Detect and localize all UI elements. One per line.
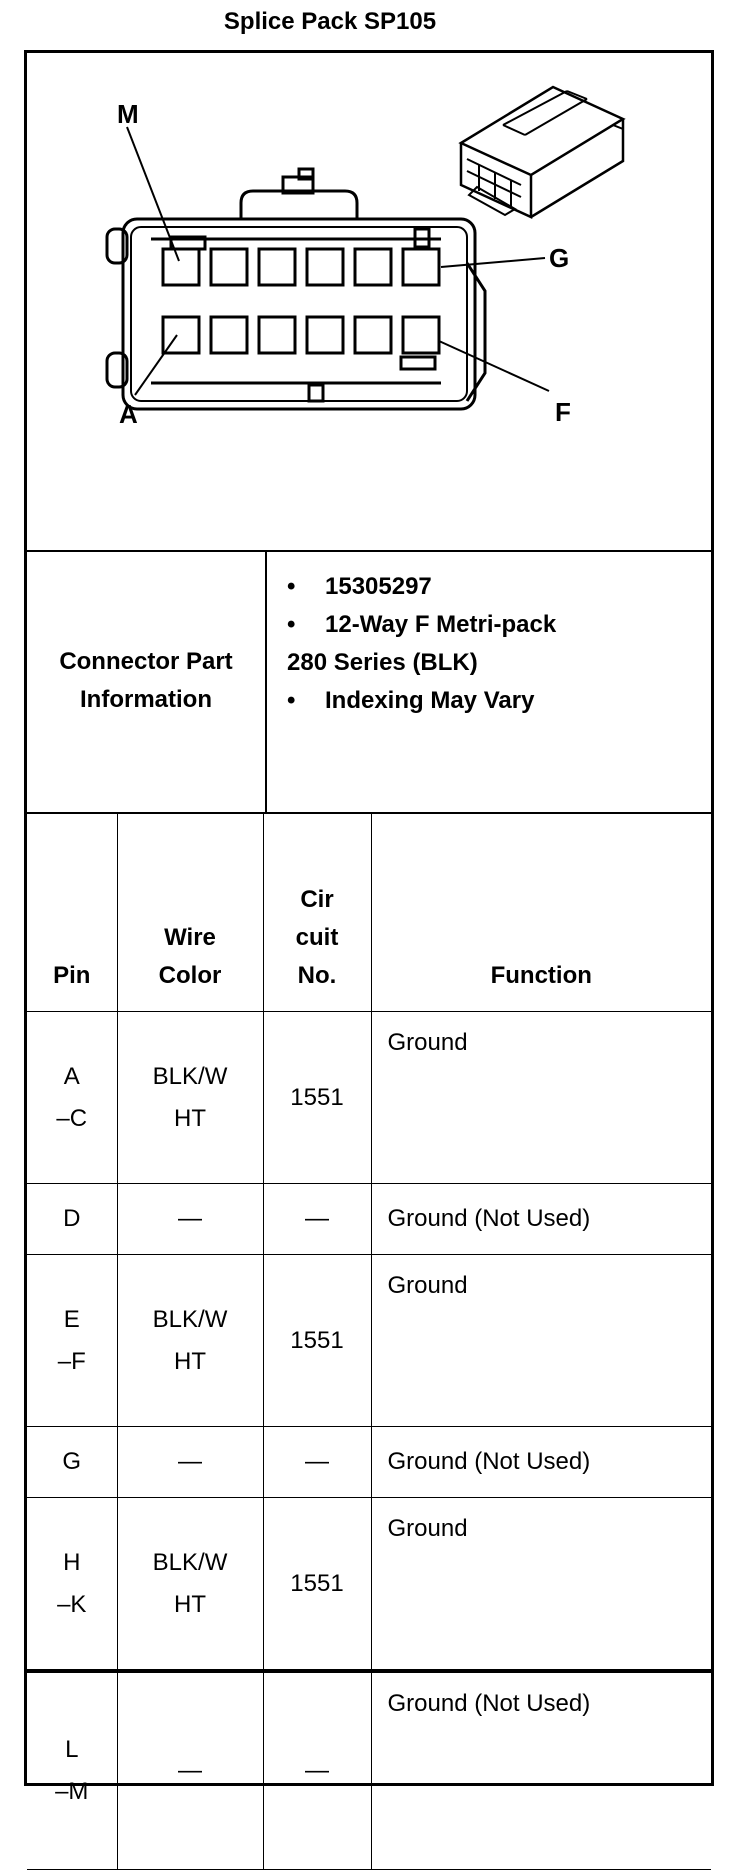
connector-sheet xyxy=(24,50,714,1805)
function-cell: Ground (Not Used) xyxy=(371,1184,711,1255)
connector-info-label: Connector Part Information xyxy=(27,550,267,812)
circuit-cell: — xyxy=(263,1184,371,1255)
page-title: Splice Pack SP105 xyxy=(223,8,437,35)
cavity-g xyxy=(403,249,439,285)
pin-table xyxy=(27,812,711,1870)
label-m: M xyxy=(117,99,139,129)
function-cell: Ground (Not Used) xyxy=(371,1671,711,1870)
label-f: F xyxy=(555,397,571,427)
wire-color-cell: BLK/W HT xyxy=(117,1012,263,1184)
info-item: • Indexing May Vary xyxy=(287,687,535,714)
pin-cell: D xyxy=(27,1184,117,1255)
pin-cell: A –C xyxy=(27,1012,117,1184)
function-cell: Ground (Not Used) xyxy=(371,1427,711,1498)
table-row xyxy=(27,1012,711,1184)
connector-diagram xyxy=(27,53,711,552)
info-item: 280 Series (BLK) xyxy=(287,649,478,676)
function-cell: Ground xyxy=(371,1255,711,1427)
pin-cell: G xyxy=(27,1427,117,1498)
circuit-cell: 1551 xyxy=(263,1255,371,1427)
cavity-m xyxy=(163,249,199,285)
connector-face-drawing xyxy=(27,53,711,550)
wire-color-cell: BLK/W HT xyxy=(117,1255,263,1427)
circuit-cell: 1551 xyxy=(263,1012,371,1184)
pin-cell: H –K xyxy=(27,1498,117,1672)
info-item: • 15305297 xyxy=(287,573,432,600)
header-wire-color: Wire Color xyxy=(117,813,263,1012)
cavity-f xyxy=(403,317,439,353)
header-circuit-no: Cir cuit No. xyxy=(263,813,371,1012)
wire-color-cell: — xyxy=(117,1671,263,1870)
table-header-row xyxy=(27,813,711,1012)
header-function: Function xyxy=(371,813,711,1012)
function-cell: Ground xyxy=(371,1012,711,1184)
connector-info-list xyxy=(287,568,697,720)
table-row xyxy=(27,1427,711,1498)
table-row xyxy=(27,1498,711,1672)
info-item: • 12-Way F Metri-pack xyxy=(287,611,557,638)
connector-info-row xyxy=(27,550,711,814)
circuit-cell: — xyxy=(263,1671,371,1870)
label-a: A xyxy=(119,399,138,429)
header-pin: Pin xyxy=(27,813,117,1012)
wire-color-cell: — xyxy=(117,1184,263,1255)
table-row xyxy=(27,1184,711,1255)
label-g: G xyxy=(549,243,570,273)
pin-cell: E –F xyxy=(27,1255,117,1427)
circuit-cell: 1551 xyxy=(263,1498,371,1672)
wire-color-cell: BLK/W HT xyxy=(117,1498,263,1672)
pin-cell: L –M xyxy=(27,1671,117,1870)
wire-color-cell: — xyxy=(117,1427,263,1498)
table-row xyxy=(27,1255,711,1427)
table-row xyxy=(27,1671,711,1870)
function-cell: Ground xyxy=(371,1498,711,1672)
circuit-cell: — xyxy=(263,1427,371,1498)
